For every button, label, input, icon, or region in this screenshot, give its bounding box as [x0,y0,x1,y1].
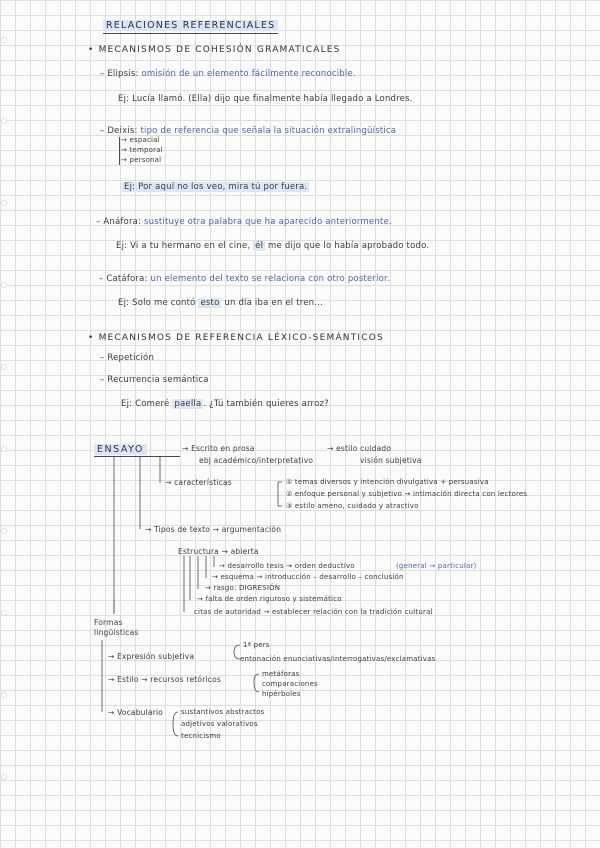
ensayo-underline [94,456,180,457]
deixis-type-temporal: → temporal [121,146,163,154]
recurso-comparaciones: comparaciones [262,680,318,688]
deixis-type-spatial: → espacial [121,136,160,144]
tipos-texto: → Tipos de texto → argumentación [145,525,282,534]
deixis-type-personal: → personal [121,156,162,164]
estilo-recursos: → Estilo → recursos retóricos [108,675,221,684]
formas-label-2: lingüísticas [94,628,139,637]
expresion-subjetiva: → Expresión subjetiva [108,652,195,661]
catafora-example: Ej: Solo me contó esto un día iba en el tren... [118,298,323,308]
deixis-definition: tipo de referencia que señala la situación extralingüística [140,126,397,136]
ensayo-vision: visión subjetiva [360,456,422,465]
caracteristica-1: ① temas diversos y intención divulgativa + persuasiva [286,478,489,486]
caracteristica-3: ③ estilo ameno, cuidado y atractivo [286,502,419,510]
caracteristicas-label: → características [165,478,232,487]
vocabulario-label: → Vocabulario [108,708,164,717]
ensayo-estilo: → estilo cuidado [327,444,392,453]
estructura-citas: citas de autoridad → establecer relación con la tradición cultural [194,608,433,616]
section-heading-cohesion: • MECANISMOS DE COHESIÓN GRAMATICALES [88,45,341,55]
ensayo-title: ENSAYO [94,444,147,455]
catafora-definition: un elemento del texto se relaciona con otro posterior. [150,274,390,284]
anafora-term: – Anáfora: sustituye otra palabra que ha aparecido anteriormente. [96,217,392,227]
page-title: RELACIONES REFERENCIALES [103,20,278,31]
recurso-metaforas: metáforas [262,670,300,678]
vocabulario-sustantivos: sustantivos abstractos [181,708,265,716]
elipsis-example: Ej: Lucía llamó. (Ella) dijo que finalmente había llegado a Londres. [118,94,413,104]
expresion-primera-persona: 1ª pers [243,641,270,649]
deixis-example: Ej: Por aquí no los veo, mira tú por fuera. [124,182,308,192]
estructura-label: Estructura → abierta [178,547,259,556]
catafora-term: – Catáfora: un elemento del texto se relaciona con otro posterior. [99,274,390,284]
expresion-entonacion: entonación enunciativas/interrogativas/exclamativas [240,655,436,663]
vocabulario-adjetivos: adjetivos valorativos [181,720,258,728]
estructura-tesis: → desarrollo tesis → orden deductivo [219,562,355,570]
elipsis-term: – Elipsis: omisión de un elemento fácilmente reconocible. [100,69,356,79]
lexico-example: Ej: Comeré paella . ¿Tú también quieres arroz? [121,399,329,409]
anafora-definition: sustituye otra palabra que ha aparecido anteriormente. [144,217,392,227]
estructura-rasgo: → rasgo: DIGRESIÓN [205,584,281,592]
ensayo-prosa: → Escrito en prosa [182,444,255,453]
formas-label: Formas [94,618,123,627]
anafora-highlight: él [255,241,264,251]
binder-holes [0,0,14,848]
title-underline [103,33,278,34]
caracteristica-2: ② enfoque personal y subjetivo → intimación directa con lectores [286,490,528,498]
ensayo-objetivo: ebj académico/interpretativo [199,456,314,465]
deductivo-note: (general → particular) [396,562,477,570]
section-heading-lexico: • MECANISMOS DE REFERENCIA LÉXICO-SEMÁNTICOS [88,333,384,343]
lexico-item-repeticion: – Repetición [100,353,155,363]
estructura-esquema: → esquema → introducción – desarrollo – conclusión [212,573,404,581]
lexico-item-recurrencia: – Recurrencia semántica [100,375,209,385]
elipsis-definition: omisión de un elemento fácilmente reconocible. [141,69,356,79]
deixis-bracket [119,137,120,165]
recurso-hiperboles: hipérboles [262,690,301,698]
estructura-falta-orden: → falta de orden riguroso y sistemático [197,595,342,603]
deixis-term: – Deixis: tipo de referencia que señala la situación extralingüística [100,126,397,136]
lexico-highlight: paella [174,399,202,409]
catafora-highlight: esto [200,298,220,308]
vocabulario-tecnicismo: tecnicismo [181,732,221,740]
anafora-example: Ej: Vi a tu hermano en el cine, él me dijo que lo había aprobado todo. [116,241,430,251]
